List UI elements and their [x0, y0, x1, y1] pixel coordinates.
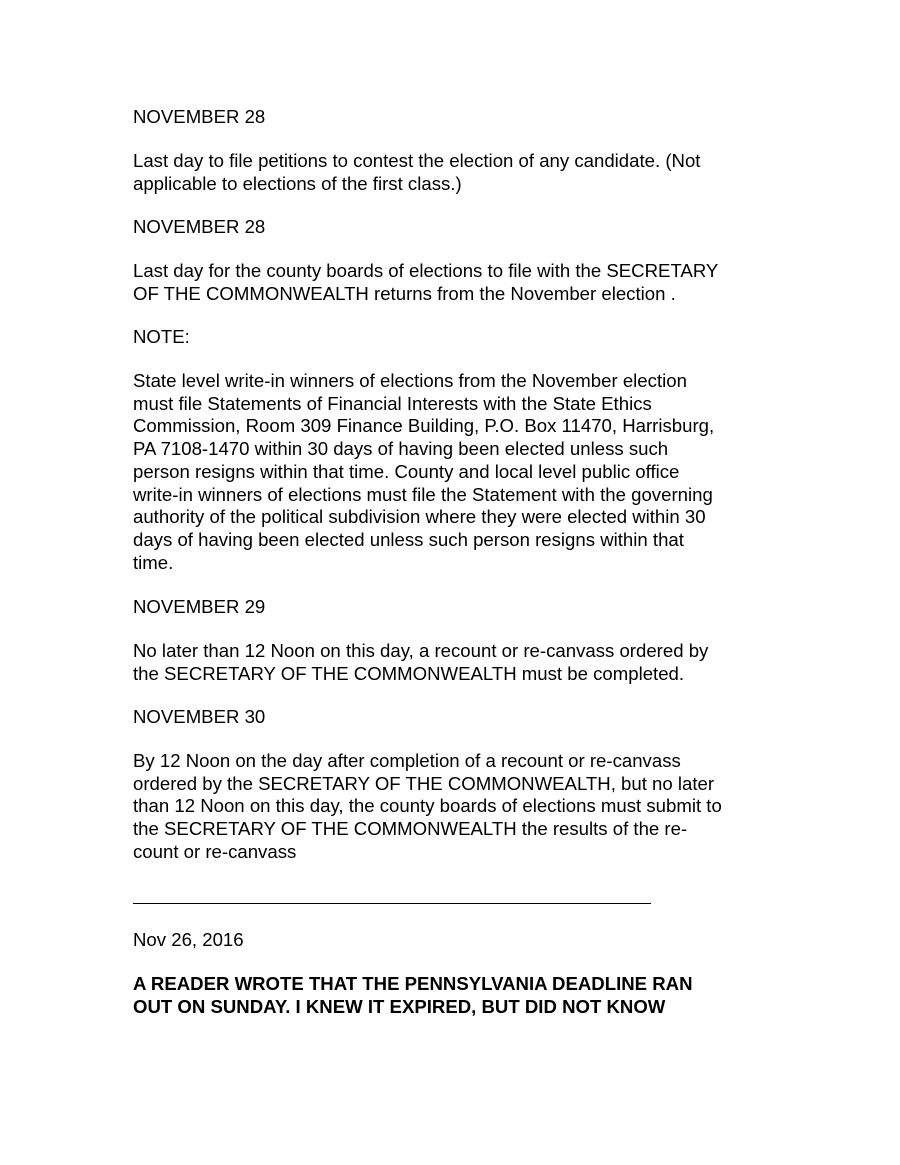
- entry-1-text: Last day to file petitions to contest the election of any candidate. (Not applicable to elections of the first class.): [133, 150, 701, 194]
- entry-4-heading: NOVEMBER 30: [133, 706, 266, 727]
- entry-2-text: Last day for the county boards of elections to file with the SECRETARY OF THE COMMONWEALTH returns from the November election .: [133, 260, 719, 304]
- entry-1-heading: NOVEMBER 28: [133, 106, 266, 127]
- post-date: Nov 26, 2016: [133, 929, 244, 950]
- note-heading: NOTE:: [133, 326, 190, 347]
- note-text: State level write-in winners of elections from the November election must file Statements of Financial Interests with the State Ethics Commission, Room 309 Finance Building, P.O. Box 11470, Harrisburg, PA 7108-1470 within 30 days of having been elected unless such person resigns within that time. County and local level public office write-in winners of elections must file the Statement with the governing authority of the political subdivision where they were elected within 30 days of having been elected unless such person resigns within that time.: [133, 370, 715, 573]
- entry-3-heading: NOVEMBER 29: [133, 596, 266, 617]
- entry-2-heading: NOVEMBER 28: [133, 216, 266, 237]
- entry-4-text: By 12 Noon on the day after completion of a recount or re-canvass ordered by the SECRETARY OF THE COMMONWEALTH, but no later than 12 Noon on this day, the county boards of elections must submit to the SECRETARY OF THE COMMONWEALTH the results of the re- count or re-canvass: [133, 750, 722, 862]
- entry-3-text: No later than 12 Noon on this day, a recount or re-canvass ordered by the SECRETARY OF THE COMMONWEALTH must be completed.: [133, 640, 709, 684]
- post-headline: A READER WROTE THAT THE PENNSYLVANIA DEADLINE RAN OUT ON SUNDAY. I KNEW IT EXPIRED, BUT DID NOT KNOW: [133, 973, 693, 1017]
- separator-line: [133, 903, 651, 904]
